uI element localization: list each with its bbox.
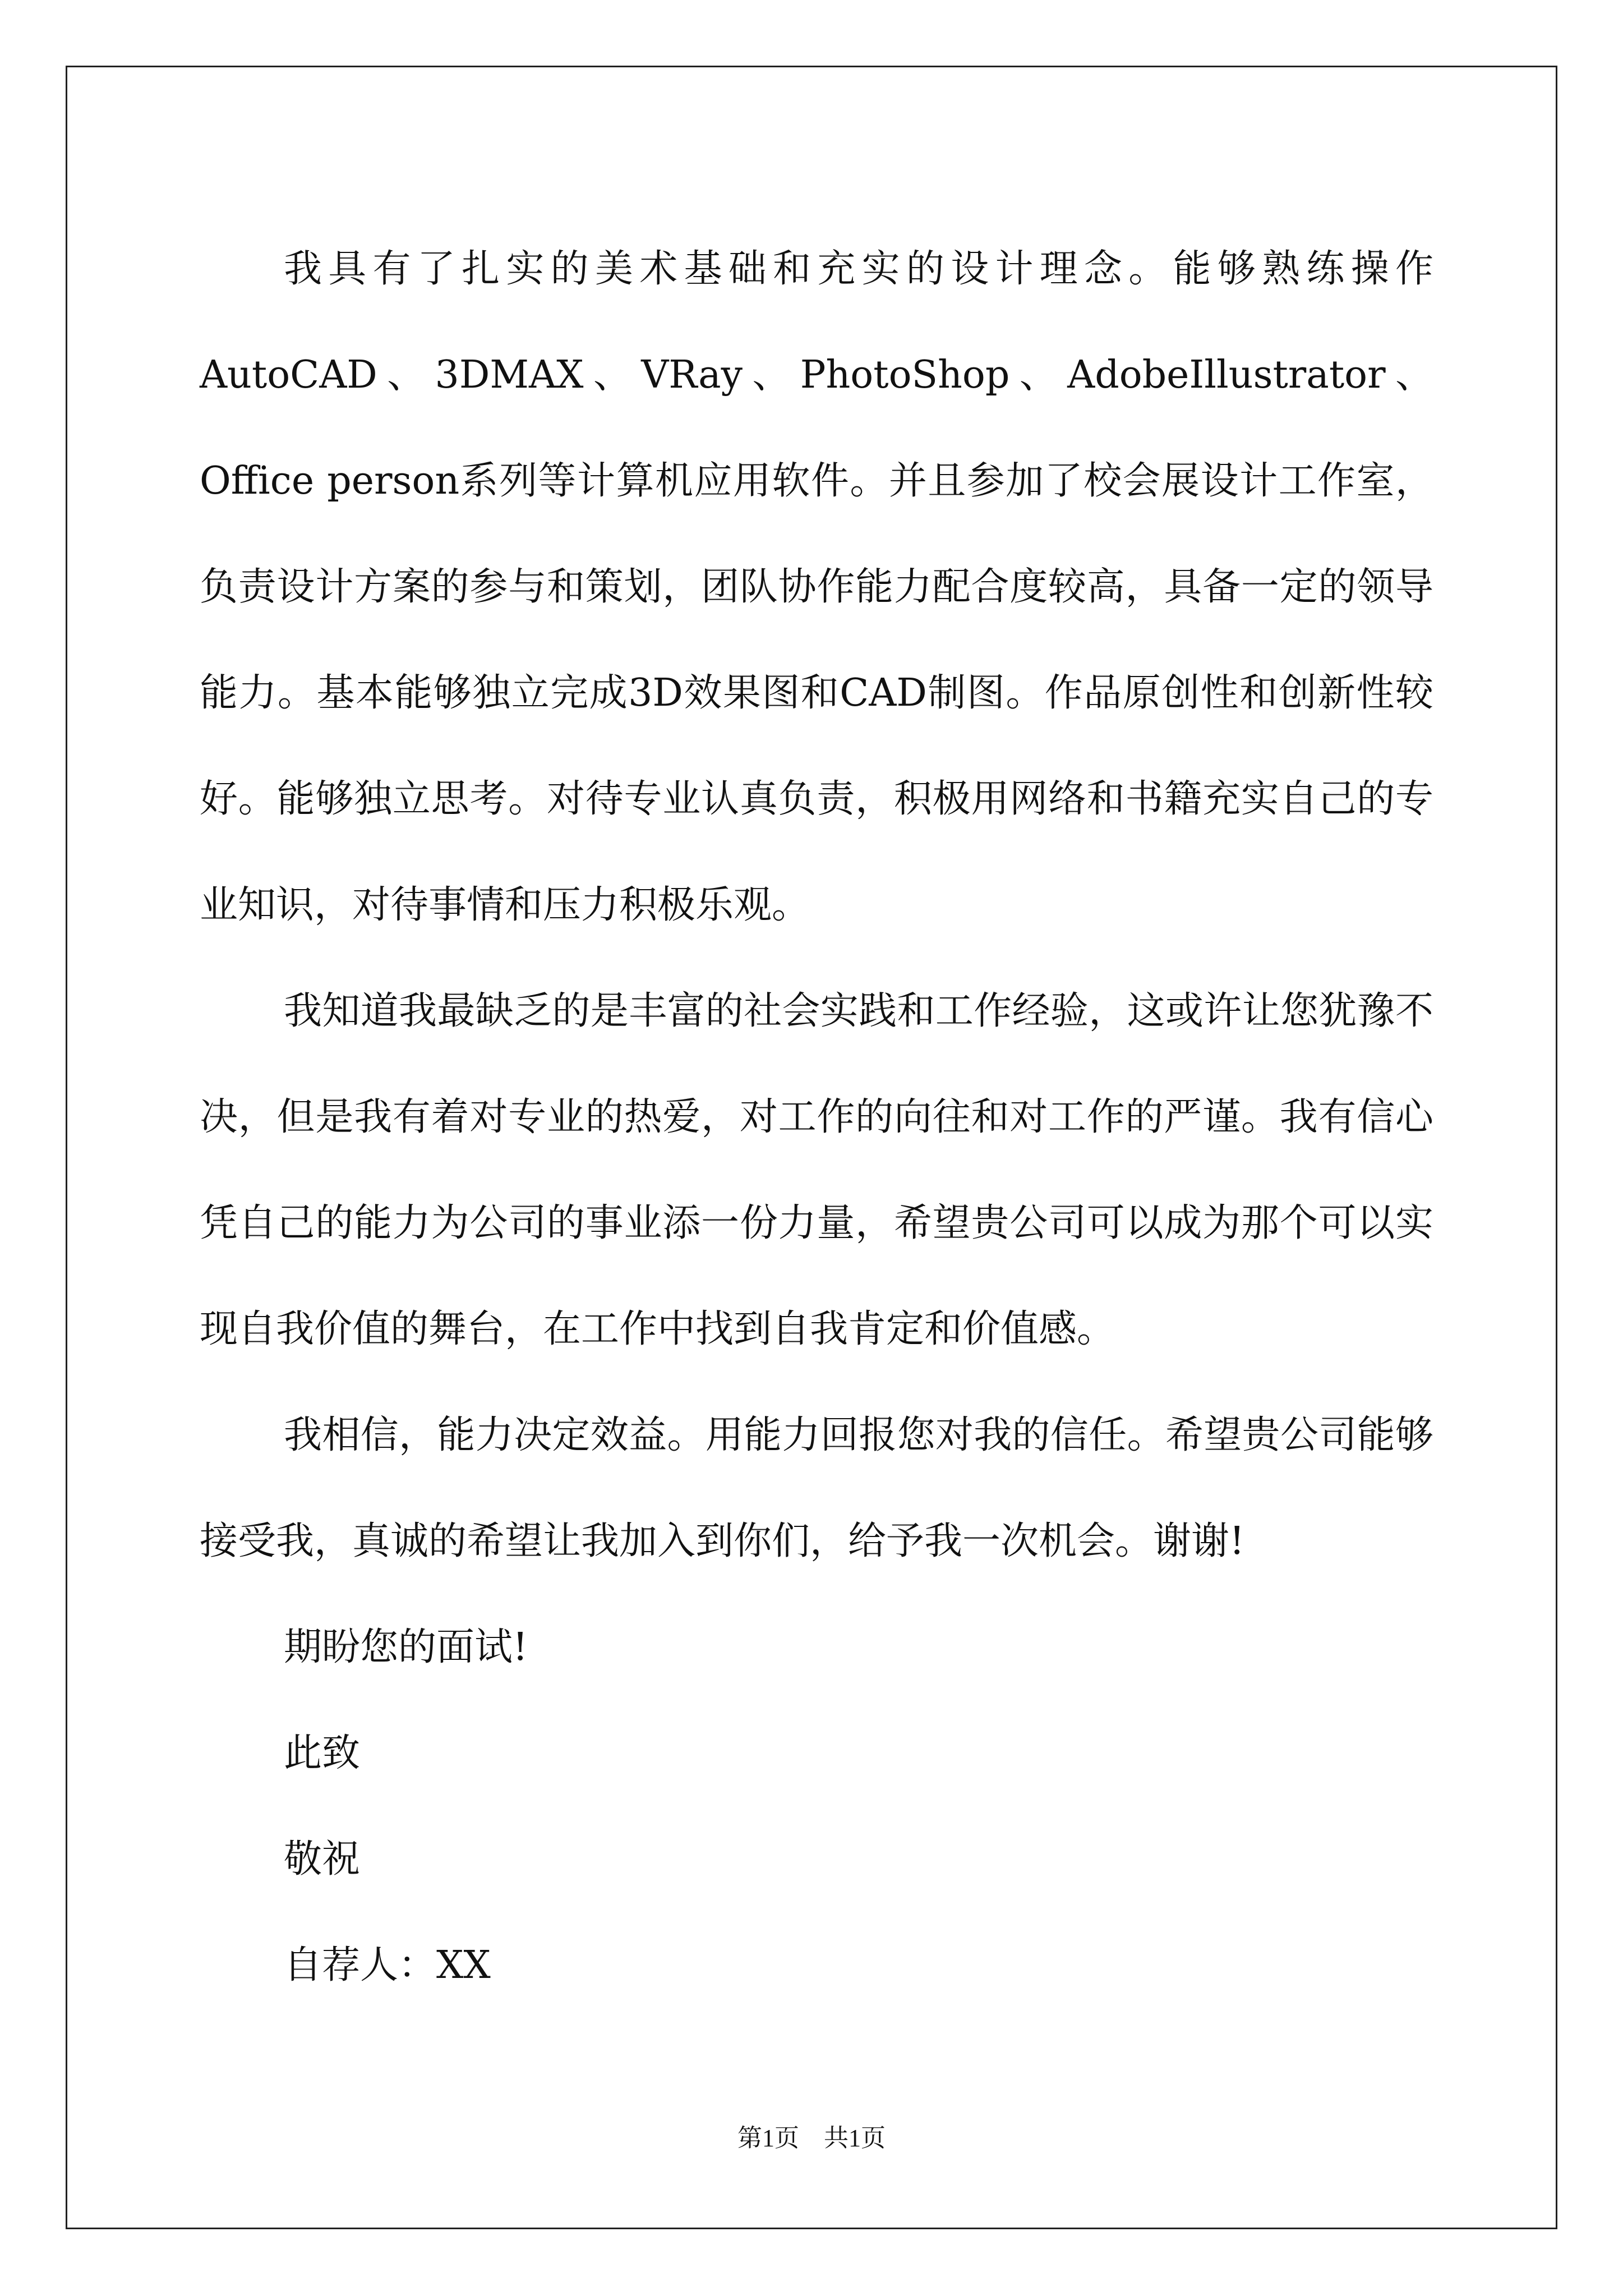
salutation-jingzhu: 敬祝 <box>284 1837 361 1881</box>
signature: 自荐人：XX <box>284 1943 491 1987</box>
paragraph-experience: 我知道我最缺乏的是丰富的社会实践和工作经验，这或许让您犹豫不决，但是我有着对专业的热爱，对工作的向往和对工作的严谨。我有信心凭自己的能力为公司的事业添一份力量，希望贵公司可以成为那个可以实现自我价值的舞台，在工作中找到自我肯定和价值感。 <box>200 989 1433 1351</box>
closing-line: 期盼您的面试! <box>284 1625 528 1669</box>
paragraph-skills: 我具有了扎实的美术基础和充实的设计理念。能够熟练操作AutoCAD、3DMAX、VRay、PhotoShop、AdobeIllustrator、Office person系列等计算机应用软件。并且参加了校会展设计工作室，负责设计方案的参与和策划，团队协作能力配合度较高，具备一定的领导能力。基本能够独立完成3D效果图和CAD制图。作品原创性和创新性较好。能够独立思考。对待专业认真负责，积极用网络和书籍充实自己的专业知识，对待事情和压力积极乐观。 <box>200 247 1433 927</box>
letter-body <box>200 216 1433 2018</box>
salutation-cizhi: 此致 <box>284 1731 361 1775</box>
paragraph-closing: 我相信，能力决定效益。用能力回报您对我的信任。希望贵公司能够接受我，真诚的希望让我加入到你们，给予我一次机会。谢谢! <box>200 1413 1433 1563</box>
page-footer: 第1页 共1页 <box>737 2124 886 2152</box>
